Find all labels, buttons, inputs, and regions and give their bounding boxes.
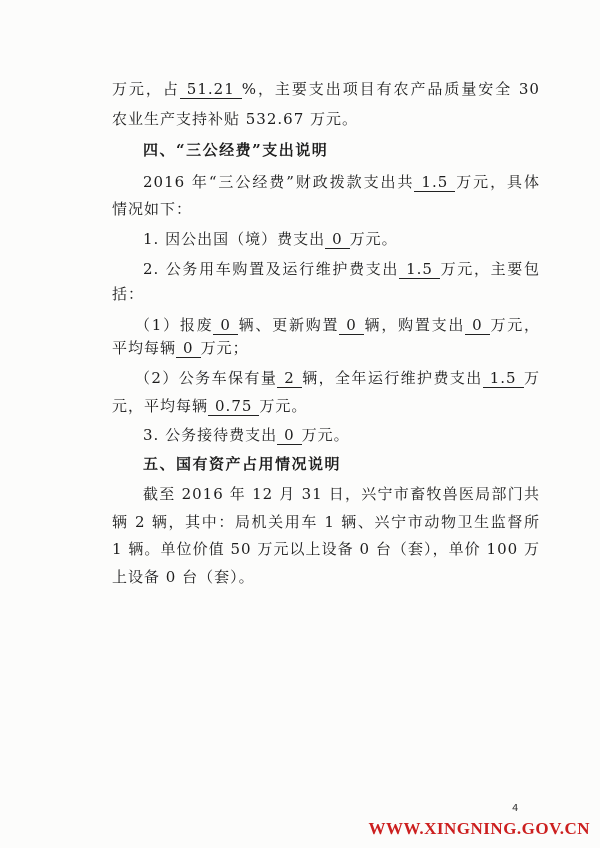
text-segment: 万元。 (349, 230, 398, 248)
filled-value: 0 (213, 317, 238, 335)
text-segment: 2016 年“三公经费”财政拨款支出共 (143, 173, 415, 191)
filled-value: 0 (277, 427, 302, 445)
text-segment: 元，平均每辆 (112, 397, 209, 415)
text-line (112, 198, 540, 220)
text-line (112, 538, 540, 560)
text-line (112, 337, 540, 359)
text-segment: 3. 公务接待费支出 (143, 426, 278, 444)
text-segment: 万 (523, 369, 540, 387)
text-segment: 万元，主要包 (439, 260, 540, 278)
text-segment: 情况如下： (112, 200, 193, 218)
filled-value: 0 (339, 317, 364, 335)
filled-value: 1.5 (399, 261, 440, 279)
text-line (135, 314, 540, 336)
text-segment: 五、国有资产占用情况说明 (143, 455, 342, 473)
text-segment: 截至 2016 年 12 月 31 日，兴宁市畜牧兽医局部门共 (143, 485, 540, 503)
text-segment: 辆、更新购置 (237, 316, 340, 334)
text-segment: 2. 公务用车购置及运行维护费支出 (143, 260, 400, 278)
text-line (112, 395, 540, 417)
text-segment: 万元， (489, 316, 540, 334)
text-line (143, 228, 540, 250)
filled-value: 0 (325, 231, 350, 249)
text-line (143, 483, 540, 505)
text-segment: 平均每辆 (112, 339, 177, 357)
text-segment: 万元。 (259, 397, 308, 415)
filled-value: 0 (465, 317, 490, 335)
filled-value: 51.21 (180, 81, 242, 99)
text-segment: 括： (112, 285, 145, 303)
text-segment: 上设备 0 台（套）。 (112, 568, 255, 586)
filled-value: 0 (176, 340, 201, 358)
text-line (112, 108, 540, 130)
text-line (112, 511, 540, 533)
section-heading (143, 453, 540, 475)
text-segment: （1）报废 (135, 316, 214, 334)
text-segment: 辆，购置支出 (363, 316, 466, 334)
filled-value: 1.5 (414, 174, 455, 192)
text-segment: 农业生产支持补贴 532.67 万元。 (112, 110, 359, 128)
text-segment: 万元； (200, 339, 249, 357)
filled-value: 2 (277, 370, 302, 388)
text-segment: 辆，全年运行维护费支出 (301, 369, 483, 387)
text-segment: （2）公务车保有量 (135, 369, 278, 387)
text-segment: 万元，具体 (455, 173, 540, 191)
text-line (112, 78, 540, 100)
text-line (143, 171, 540, 193)
text-segment: 四、“三公经费”支出说明 (143, 141, 329, 159)
filled-value: 1.5 (483, 370, 524, 388)
filled-value: 0.75 (208, 398, 259, 416)
text-segment: 1. 因公出国（境）费支出 (143, 230, 326, 248)
text-segment: 万元。 (301, 426, 350, 444)
text-segment: 1 辆。单位价值 50 万元以上设备 0 台（套），单价 100 万 (112, 540, 540, 558)
section-heading (143, 139, 540, 161)
text-line (112, 283, 540, 305)
site-watermark: WWW.XINGNING.GOV.CN (368, 819, 590, 838)
text-line (112, 566, 540, 588)
text-line (135, 367, 540, 389)
page-number: 4 (512, 803, 519, 814)
text-segment: 万元，占 (112, 80, 180, 98)
text-line (143, 258, 540, 280)
text-segment: 辆 2 辆，其中：局机关用车 1 辆、兴宁市动物卫生监督所 (112, 513, 540, 531)
text-line (143, 424, 540, 446)
text-segment: %，主要支出项目有农产品质量安全 30 (241, 80, 540, 98)
